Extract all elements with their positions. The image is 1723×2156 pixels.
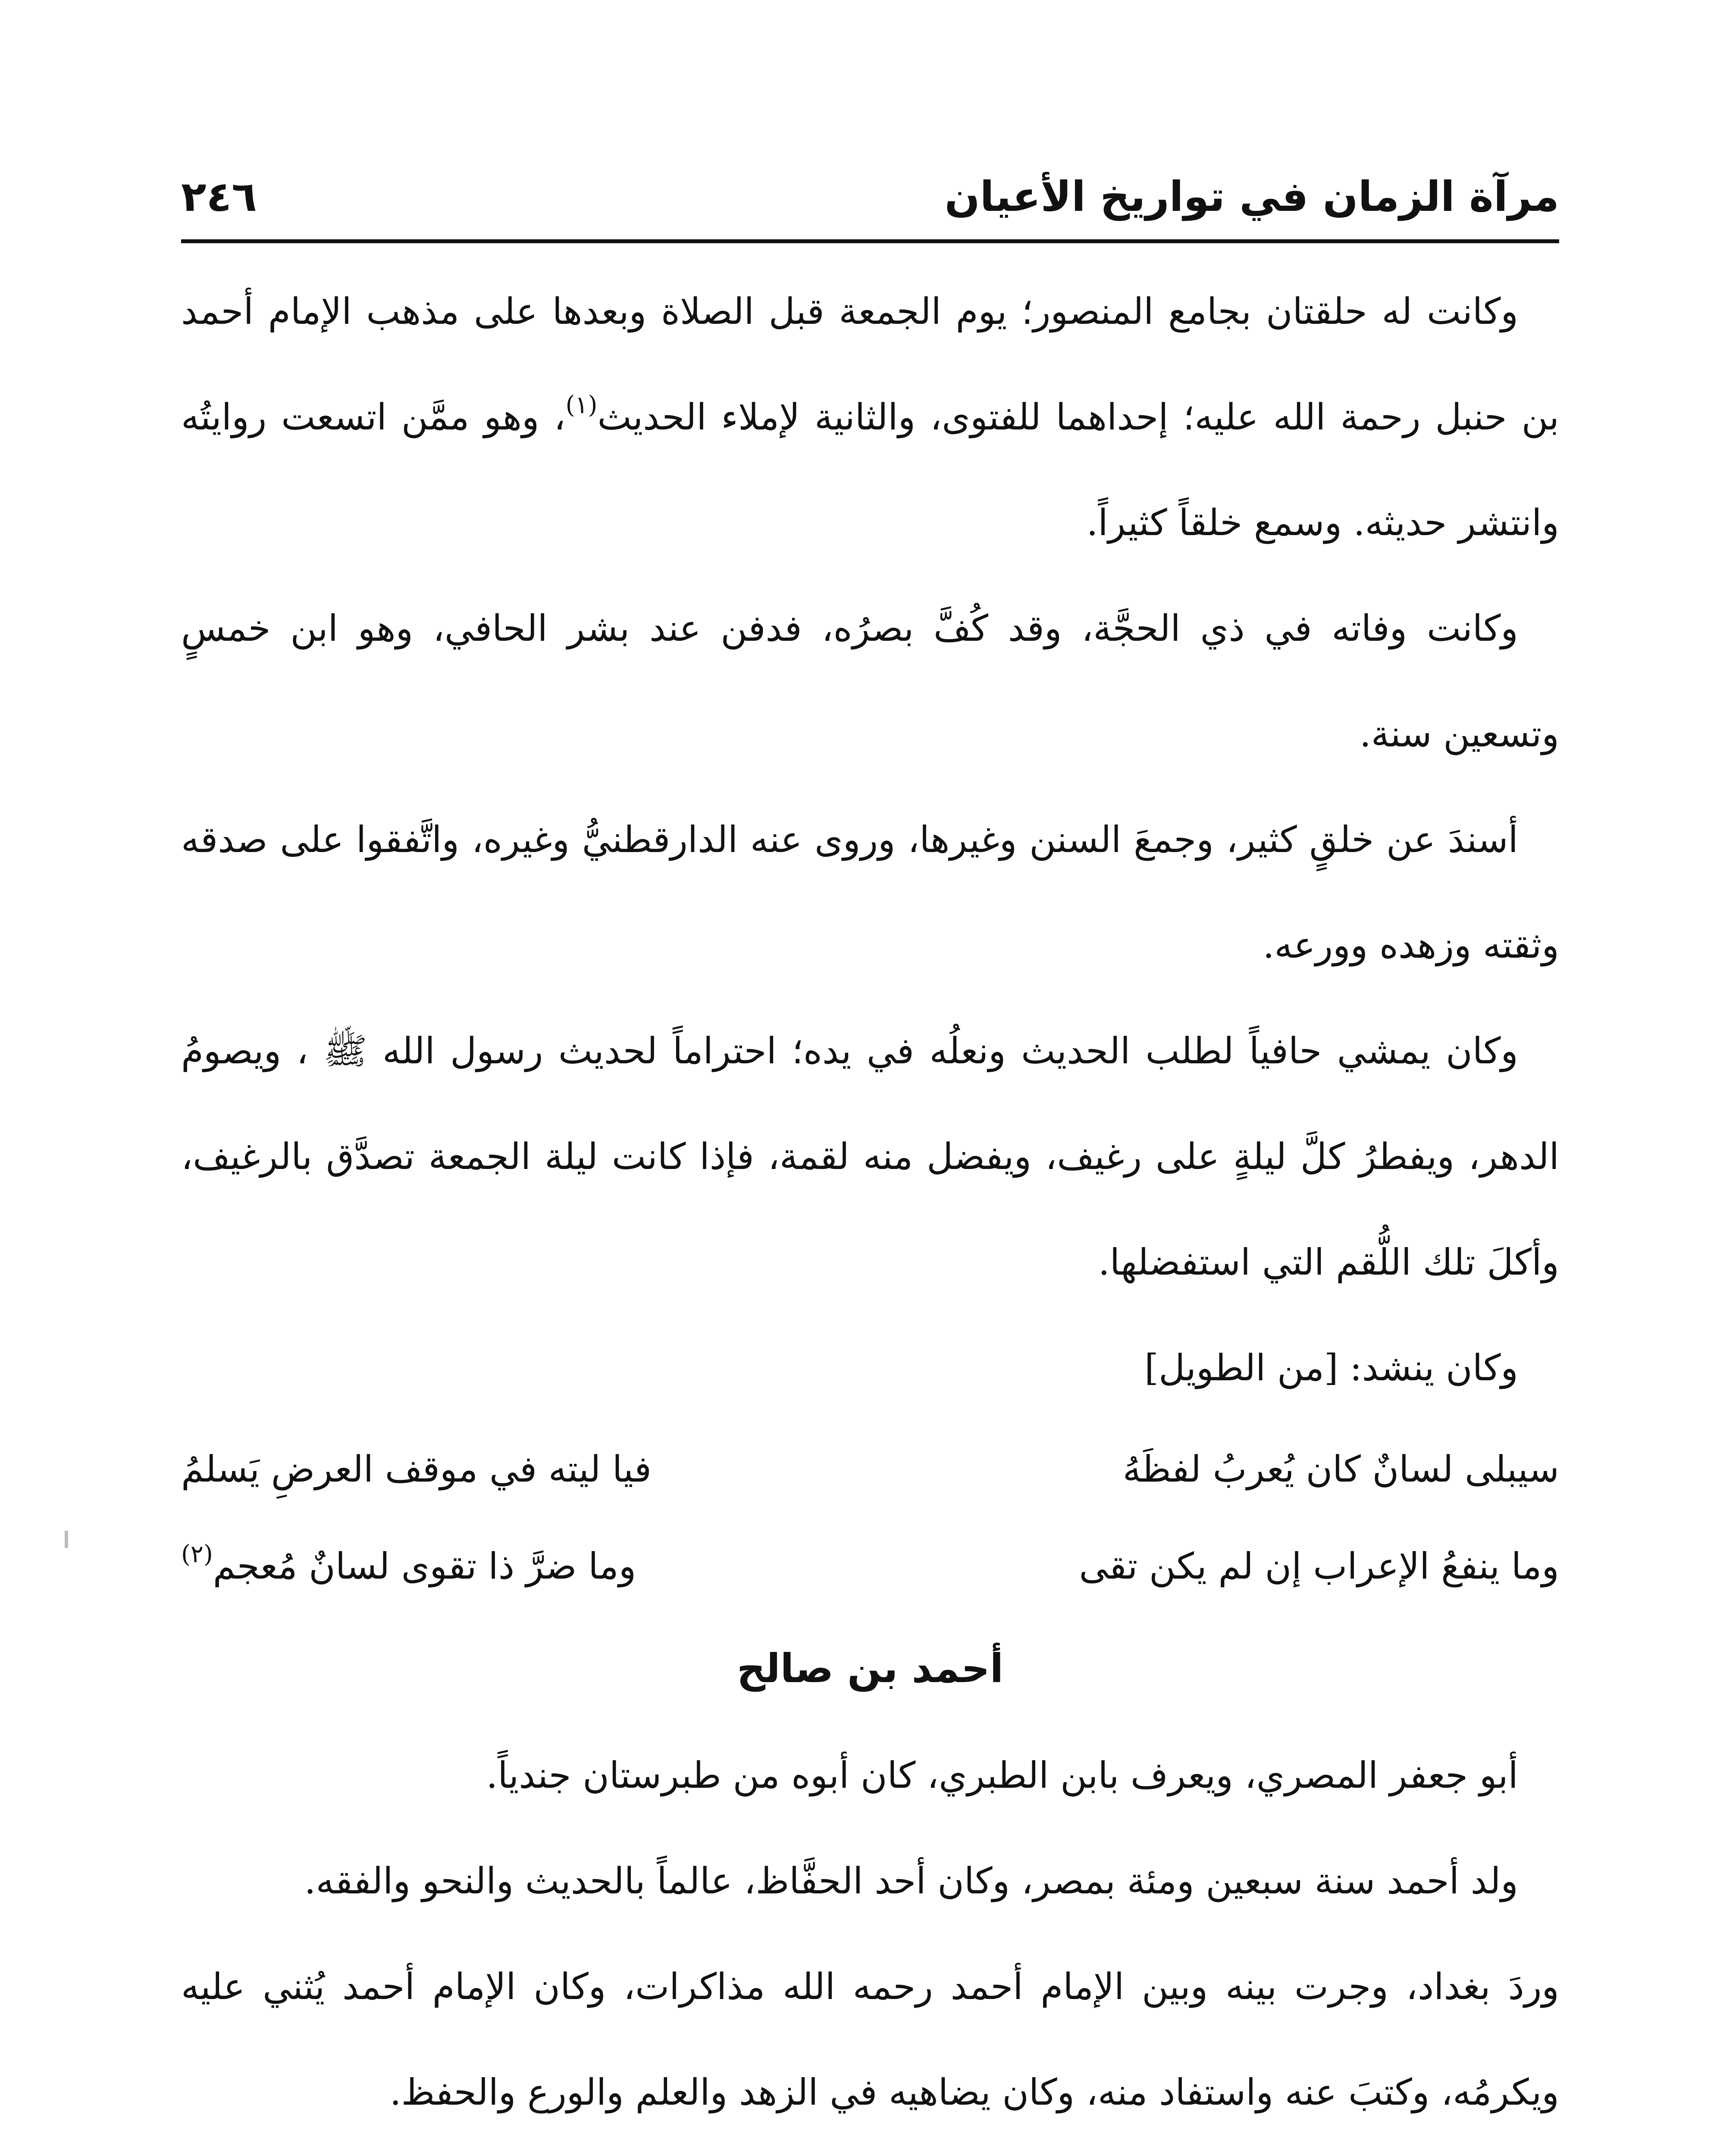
main-text [181, 259, 1559, 2156]
paragraph-5: وكان ينشد: [من الطويل] [1144, 1347, 1518, 1389]
header-rule [181, 239, 1559, 243]
verse-2-second-hemistich [181, 1518, 636, 1615]
paragraph-8: وردَ بغداد، وجرت بينه وبين الإمام أحمد رحمه الله مذاكرات، وكان الإمام أحمد يُثني عليه ويكرمُه، وكتبَ عنه واستفاد منه، وكان يضاهيه في الزهد والعلم والورع والحفظ. [181, 1965, 1559, 2113]
verse-1-first-hemistich: سيبلى لسانٌ كان يُعربُ لفظَهُ [1122, 1448, 1559, 1490]
page-number: ٢٤٦ [181, 172, 257, 221]
verse-2-second-text: وما ضرَّ ذا تقوى لسانٌ مُعجم [213, 1545, 636, 1587]
paragraph-1-line-1: وكانت له حلقتان بجامع المنصور؛ يوم الجمعة قبل الصلاة وبعدها على مذهب الإمام [268, 290, 1519, 332]
paragraph-6: أبو جعفر المصري، ويعرف بابن الطبري، كان أبوه من طبرستان جندياً. [486, 1754, 1518, 1796]
verse-1-second-hemistich: فيا ليته في موقف العرضِ يَسلمُ [181, 1448, 652, 1490]
verse-line-2 [181, 1518, 1559, 1615]
paragraph-1 [181, 259, 1559, 576]
paragraph-1-line-3: ممَّن اتسعت روايتُه وانتشر حديثه. وسمع خلقاً كثيراً. [181, 396, 1559, 544]
verse-line-1 [181, 1421, 1559, 1518]
verse-2-first-hemistich: وما ينفعُ الإعراب إن لم يكن تقى [1079, 1545, 1559, 1587]
scan-edge-mark [65, 1531, 68, 1548]
paragraph-1-line-2-end: ، وهو [484, 396, 566, 438]
paragraph-7: ولد أحمد سنة سبعين ومئة بمصر، وكان أحد الحفَّاظ، عالماً بالحديث والنحو والفقه. [304, 1860, 1518, 1902]
footnote-ref-2: (٢) [181, 1540, 213, 1568]
running-title: مرآة الزمان في تواريخ الأعيان [944, 172, 1559, 221]
paragraph-2: وكانت وفاته في ذي الحجَّة، وقد كُفَّ بصرُه، فدفن عند بشر الحافي، وهو ابن خمسٍ وتسعين سنة. [181, 607, 1559, 755]
footnote-ref-1: (١) [565, 391, 598, 419]
section-heading: أحمد بن صالح [736, 1645, 1004, 1692]
paragraph-1-line-2: أحمد بن حنبل رحمة الله عليه؛ إحداهما للفتوى، والثانية لإملاء الحديث [181, 290, 1560, 438]
paragraph-3: أسندَ عن خلقٍ كثير، وجمعَ السنن وغيرها، وروى عنه الدارقطنيُّ وغيره، واتَّفقوا على صدقه وثقته وزهده وورعه. [181, 818, 1559, 966]
paragraph-9 [181, 2145, 1559, 2156]
page-header [181, 164, 1559, 237]
paragraph-4: وكان يمشي حافياً لطلب الحديث ونعلُه في يده؛ احتراماً لحديث رسول الله ﷺ ، ويصومُ الدهر، ويفطرُ كلَّ ليلةٍ على رغيف، ويفضل منه لقمة، فإذا كانت ليلة الجمعة تصدَّق بالرغيف، وأكلَ تلك اللُّقم التي استفضلها. [181, 1030, 1559, 1283]
